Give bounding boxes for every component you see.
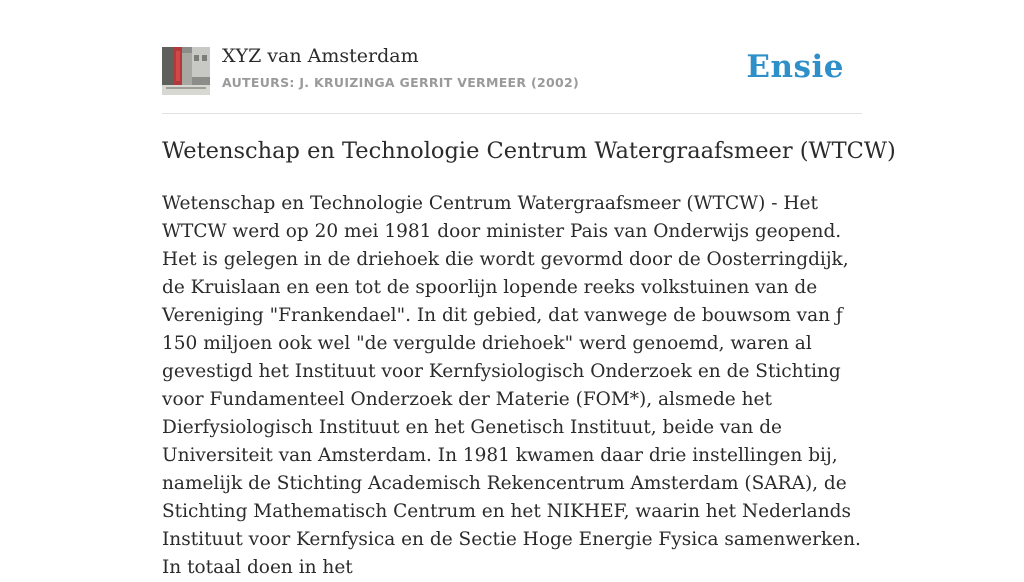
ensie-logo[interactable]: Ensie <box>746 49 844 85</box>
book-authors: AUTEURS: J. KRUIZINGA GERRIT VERMEER (2002) <box>222 75 579 90</box>
book-title[interactable]: XYZ van Amsterdam <box>222 45 419 67</box>
content-container <box>162 0 896 578</box>
book-cover-image <box>162 47 210 95</box>
book-cover-avatar[interactable] <box>162 47 210 95</box>
entry-title: Wetenschap en Technologie Centrum Watergraafsmeer (WTCW) <box>162 138 896 164</box>
book-header <box>162 0 862 114</box>
entry-body: Wetenschap en Technologie Centrum Watergraafsmeer (WTCW) - Het WTCW werd op 20 mei 1981 door minister Pais van Onderwijs geopend. Het is gelegen in de driehoek die wordt gevormd door de Oosterringdijk, de Kruislaan en een tot de spoorlijn lopende reeks volkstuinen van de Vereniging "Frankendael". In dit gebied, dat vanwege de bouwsom van ƒ 150 miljoen ook wel "de vergulde driehoek" werd genoemd, waren al gevestigd het Instituut voor Kernfysiologisch Onderzoek en de Stichting voor Fundamenteel Onderzoek der Materie (FOM*), alsmede het Dierfysiologisch Instituut en het Genetisch Instituut, beide van de Universiteit van Amsterdam. In 1981 kwamen daar drie instellingen bij, namelijk de Stichting Academisch Rekencentrum Amsterdam (SARA), de Stichting Mathematisch Centrum en het NIKHEF, waarin het Nederlands Instituut voor Kernfysica en de Sectie Hoge Energie Fysica samenwerken. In totaal doen in het <box>162 193 861 578</box>
